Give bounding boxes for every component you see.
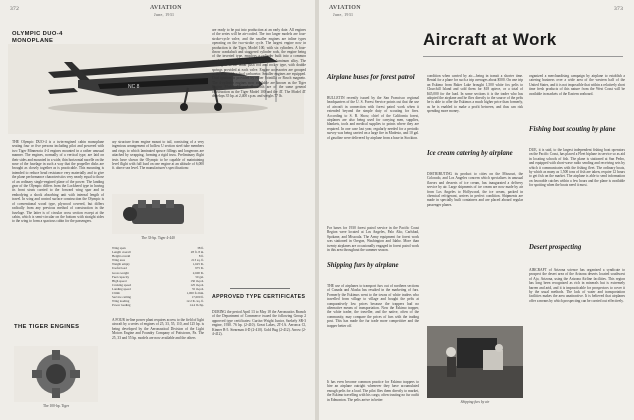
spec-row: Height overall 8 ft. <box>112 254 204 259</box>
olympic-title: OLYMPIC DUO-4 MONOPLANE <box>12 31 63 44</box>
shipping-furs-body-2: It has even become common practice for Eskimo trappers to hire an airplane outright whenever they have accumulated enough pelts for a load. The pilot flies them directly to market, the Eskimo travelling with his cargo, often trusting no fur outfit in Edmonton. The pelts arrive in better <box>327 380 419 402</box>
shipping-furs-body: THE use of airplanes to transport furs out of northern sections of Canada and Alaska has resulted in the marketing of furs. Formerly the Eskimos went to the towns of white traders who travelled from village to village and bought the pelts at comparatively low prices because the trappers had no alternative means of transportation. Now the Eskimo trapper, the white trader, the traveller, and the native, often of the community, may compare the prices of furs with the trading post. This has made the fur trade more competitive and the trapper better off. <box>327 284 419 328</box>
spec-row: Power loading 14.4 lb./hp. <box>112 303 204 308</box>
spec-row: Landing speed 55 m.p.h. <box>112 286 204 291</box>
spec-row: Weight empty 1,625 lb. <box>112 262 204 267</box>
shipping-furs-continued: condition when carried by air—being in transit a shorter time. Rental for a plane for such a trip averages about $500. On one trip an Eskimo from Baker Lake brought 1,500 white fox pelts to Churchill Island and sold them for $18 apiece, or a total of $45,000 for the load. In some sections it is the trader who has adopted the airplane and he flies directly to the source of the pelts he is able to offer the Eskimos a much higher price than formerly, as he is enabled to make a profit between, and thus can risk spending more money. <box>427 74 523 114</box>
airplane-buses-heading: Airplane buses for forest patrol <box>327 74 415 81</box>
tiger-100-engine-photo <box>14 346 98 402</box>
fishing-boat-heading: Fishing boat scouting by plane <box>529 126 616 133</box>
right-header-title: AVIATION <box>329 5 361 11</box>
spec-row: Service ceiling 17,000 ft. <box>112 295 204 300</box>
olympic-body-col1: THE Olympic DUO-4 is a twin-engined cabin monoplane seating four or five persons including pilot and powered with two Tiger Minnesota 4-4 engines mounted in a rather unusual manner. The engines, normally of a vertical type, are laid on their sides and mounted in a wide, thin horizontal nacelle on the nose of the fuselage in such a way that the propeller disks are brought as closely together as is practicable. This mounting is intended to reduce head resistance very materially and to give the plane performance characteristics very nearly equal to those of an ordinary single-engined plane of the power. The landing gear of the Olympic differs from the Lockheed type in having its front struts carried to the forward wing spar and in embodying a shock absorbing unit with internal length of travel. In wing and control surface construction the Olympic is of conventional wood type, plywood covered, but differs radically from any previous method of construction in the fuselage. The latter is of circular cross section except at the cabin, which is semi-circular on the bottom with straight sides to the wing to form a spacious cabin for the passengers. <box>12 140 104 224</box>
shipping-furs-photo <box>427 326 523 398</box>
spec-row: Fuel capacity 50 gal. <box>112 274 204 279</box>
spec-row: Wing loading 12.2 lb./sq. ft. <box>112 299 204 304</box>
spec-row: Gross weight 2,600 lb. <box>112 270 204 275</box>
approved-certificates-body: DURING the period April 13 to May 18 the Aeronautics Branch of the Department of Commerce issued the following Group 2 approved type certificates: Curtiss-Wright Junior, Szekely SR-3 engine, 1930. 76 hp. (2-410). Great Lakes, 2T-1A. Aeronca Cl, Kinner B-5. Stearman 4-D (2-410). Gold Bug (2-412). Arrow (2-4-412). <box>212 310 306 337</box>
desert-heading: Desert prospecting <box>529 244 582 251</box>
section-divider <box>230 288 290 289</box>
spec-row: Length overall 28 ft. 8 in. <box>112 250 204 255</box>
fishing-boat-body: DUE, it is said, to the largest independent fishing boat operators on the Pacific Coast, has placed a Fleet biplane in service so as aid in locating schools of fish. The plane is stationed at San Pedro, and equipped with short-wave radio sending and receiving sets by which it communicates with the fishing fleet. The ordinary boats, by which as many as 1,500 tons of fish are taken, require 12 hours to get fish on the market. The airplane is able to send information on favorable catches within a few hours and the plane is available for spotting when the boats need it most. <box>529 148 625 188</box>
spec-row: Wing area 213 sq. ft. <box>112 258 204 263</box>
left-page <box>0 0 315 420</box>
spec-row: Cruising speed 125 m.p.h. <box>112 282 204 287</box>
tiger-engines-title: THE TIGER ENGINES <box>14 324 80 330</box>
ice-cream-continued: organized a merchandising campaign by airplane to establish a catering business over a wide area of the western half of the United States, and it is not impossible that within a relatively short time fresh products of this nature from the West Coast will be available in markets of the Eastern seaboard. <box>529 74 625 96</box>
shipping-furs-caption: Shipping furs by air <box>460 400 490 404</box>
ice-cream-heading: Ice cream catering by airplane <box>427 150 513 157</box>
right-header-date: June, 1931 <box>333 12 354 17</box>
tiger-engine-photo <box>112 194 204 234</box>
airplane-buses-body-2: For bases for 1930 forest patrol service in the Pacific Coast Region were located at Los Angeles, Palo Alto, Carlsbad, Spokane, and Missoula. The Army equipment for forest work was stationed in Oregon, Washington and Idaho. More than twenty airplanes are occasionally engaged in forest patrol work in this area throughout the summer season. <box>327 226 419 253</box>
shipping-furs-heading: Shipping furs by airplane <box>327 262 399 269</box>
ice-cream-body: DISTRIBUTING its product to cities on the Missouri, the Colorado, and Los Angeles concern which specializes in unusual flavors and desserts of ice cream, has inaugurated a delivery service by air. Large shipments of ice cream are now made by air from Los Angeles to Hollywood, the ice cream, packed in chemical refrigerant, arrives in perfect condition. Shipments are made in specially built containers and are placed aboard regular passenger planes. <box>427 172 523 207</box>
svg-text:NC 8: NC 8 <box>128 84 140 90</box>
spec-row: Wing span 38 ft. <box>112 246 204 250</box>
spec-row: Useful load 975 lb. <box>112 266 204 271</box>
tiger-engines-continued: are ready to be put into production at an early date. All engines of the series will be air-cooled. The two larger models are four-stroke-cycle valve, and the smaller engines are inline types operating on the two-stroke cycle. The largest engine now in production is the Tiger, Model 100, with six cylinders. A four-throw crankshaft and staggered cylinder rods, the engine being of the inverted type, employs a cylinder built into a common crankcase. Pistons and crankcase are of aluminum alloy. The valve gear is the usual push rod and rocker type, with double springs provided at each valve. Engine accessories are grouped at the rear, with a dual carburetor. Smaller engines are equipped. Dual ignition is provided by either Scintilla or Bosch magneto. The 4-cylinder engines now available are known as the Tiger Engine Model 4T and 4L. Both are of the same general construction as the Tiger Model 100 and the 4T. The Model 4T develops 35 hp. at 2,400 r.p.m. and weighs 77 lb. <box>212 28 306 99</box>
title-rule <box>423 56 623 57</box>
tiger-engines-body: A FOUR in-line power plant requires access to the field of light aircraft by a series of engines of 25, 33, 55, 110, and 125 hp. is being developed by the Aeronautical Division of the Light Motors Engine and Foundry Company of Pottstown, Pa. The 25, 33 and 55 hp. models are now available and the others <box>112 318 204 340</box>
left-page-number: 372 <box>10 6 20 12</box>
tiger-100-caption: The 100-hp. Tiger <box>42 404 70 408</box>
olympic-specs <box>112 246 204 307</box>
right-page-number: 373 <box>614 6 624 12</box>
left-header-title: AVIATION <box>150 5 182 11</box>
tiger-engine-caption: The 33-hp. Tiger 4-440 <box>141 236 175 240</box>
page-title: Aircraft at Work <box>423 30 557 49</box>
spec-row: Climb 1,000 ft./min. <box>112 291 204 296</box>
spec-row: High speed 150 m.p.h. <box>112 278 204 283</box>
left-header-date: June, 1931 <box>154 12 175 17</box>
desert-body: AIRCRAFT of Arizona science has organized a syndicate to prospect the desert area of the Arizona deserts located southwest of Ajo, Arizona, using the Arizona Airline facilities. This region has long been recognized as rich in minerals but is extremely barren and arid, and it is impracticable for prospectors to cover it by the usual methods. The lack of water and transportation facilities makes the area unattractive. It is believed that airplanes offer a means by which prospecting can be carried out effectively. <box>529 268 625 303</box>
olympic-body-col2: ary structure from engine mount to tail, consisting of a very ingenious arrangement of hollow U section steel tube members and rings to which laminated spruce fillings and longerons are attached by wrapping, forming a rigid truss. Preliminary flight tests have shown the Olympic to be capable of maintaining level flight with full load on one engine at an altitude of 6,000 ft. above sea level. The manufacturer's specifications: <box>112 140 204 171</box>
right-page <box>319 0 634 420</box>
airplane-buses-body: BULLETIN recently issued by the San Francisco regional headquarters of the U. S. Forest Service points out that the use of aircraft in connection with forest patrol work when it extended beyond the simple duty of scouting for fires. According to S. B. Show, chief of the California forest, airplanes are also being used for carrying men, supplies, blankets, tools and medical supplies to points where they are required. In one case last year, regularly needed for a periodic survey was being carried on a large fire in Modesto, and 10 gal. of gasoline were delivered by airplane from a base in Stockton. <box>327 96 419 140</box>
approved-certificates-title: APPROVED TYPE CERTIFICATES <box>212 294 306 300</box>
